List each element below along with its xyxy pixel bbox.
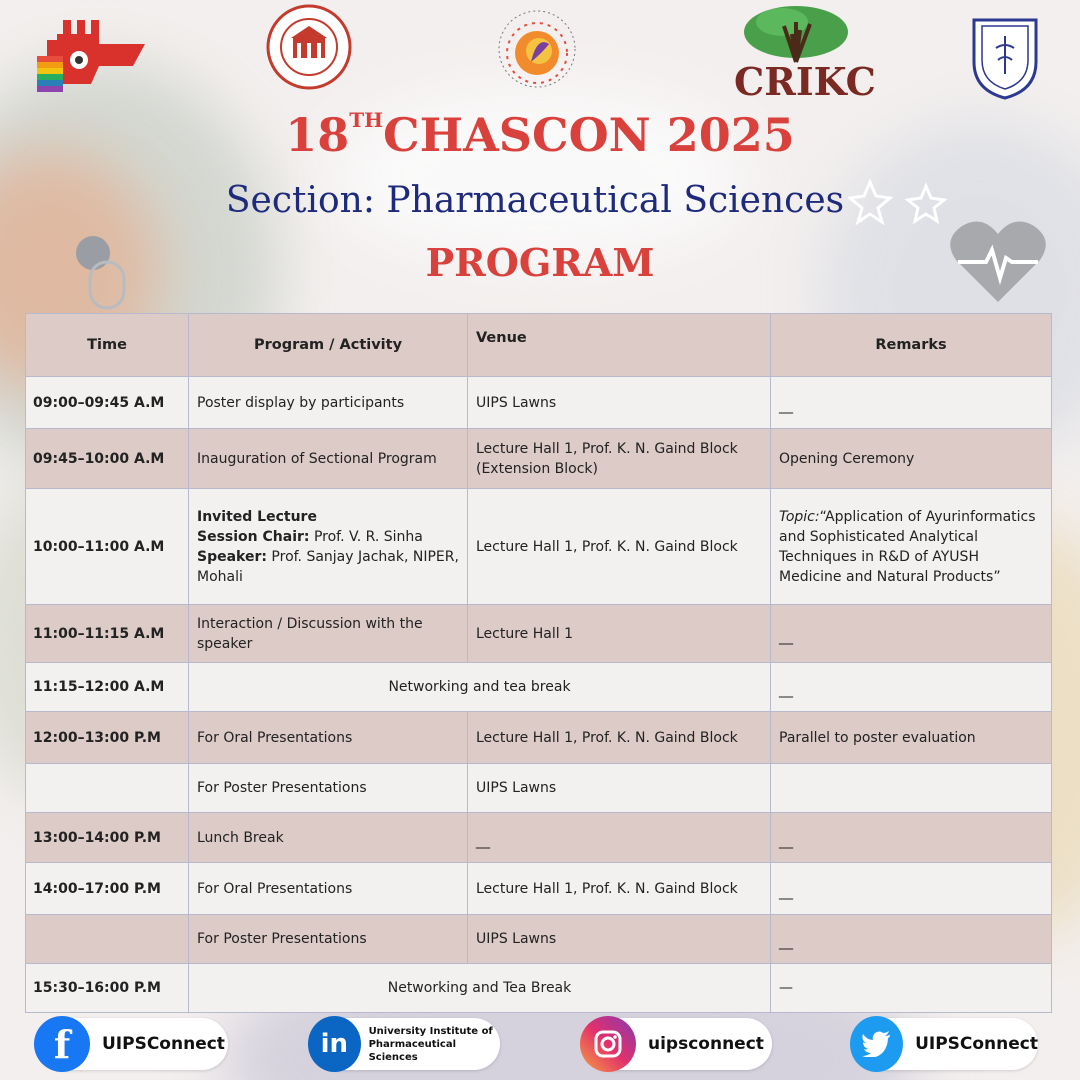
- row-time: 10:00–11:00 A.M: [26, 489, 189, 605]
- section-title: Section: Pharmaceutical Sciences: [225, 180, 845, 221]
- row-remarks: __: [771, 663, 1052, 712]
- table-row: [26, 663, 1052, 712]
- row-remarks: Opening Ceremony: [771, 429, 1052, 489]
- twitter-badge[interactable]: [856, 1018, 1038, 1070]
- row-activity: For Oral Presentations: [189, 863, 468, 915]
- program-table: [25, 313, 1052, 1013]
- row-venue: Lecture Hall 1: [468, 605, 771, 663]
- row-remarks: Parallel to poster evaluation: [771, 712, 1052, 764]
- row-venue: Lecture Hall 1, Prof. K. N. Gaind Block: [468, 712, 771, 764]
- row-activity: Networking and tea break: [189, 663, 771, 712]
- row-venue: UIPS Lawns: [468, 377, 771, 429]
- row-remarks: __: [771, 915, 1052, 964]
- facebook-badge[interactable]: [40, 1018, 228, 1070]
- row-remarks: [771, 764, 1052, 813]
- twitter-handle: UIPSConnect: [915, 1034, 1038, 1054]
- row-venue: UIPS Lawns: [468, 915, 771, 964]
- lecture-title: Invited Lecture: [197, 508, 317, 525]
- facebook-handle: UIPSConnect: [102, 1034, 225, 1054]
- table-header-row: [26, 314, 1052, 377]
- row-remarks: Topic:“Application of Ayurinformatics and Sophisticated Analytical Techniques in R&D of AYUSH Medicine and Natural Products”: [771, 489, 1052, 605]
- row-time: 11:00–11:15 A.M: [26, 605, 189, 663]
- row-remarks: —: [771, 964, 1052, 1013]
- row-activity: Poster display by participants: [189, 377, 468, 429]
- row-remarks: __: [771, 377, 1052, 429]
- row-activity: [189, 489, 468, 605]
- row-time: 12:00–13:00 P.M: [26, 712, 189, 764]
- header-remarks: Remarks: [771, 314, 1052, 377]
- row-time: 09:00–09:45 A.M: [26, 377, 189, 429]
- speaker: Speaker: Prof. Sanjay Jachak, NIPER, Mohali: [197, 548, 459, 585]
- row-activity: Interaction / Discussion with the speaker: [189, 605, 468, 663]
- header-venue: Venue: [468, 314, 771, 377]
- table-row: [26, 964, 1052, 1013]
- table-row: [26, 377, 1052, 429]
- nhem-logo: [487, 6, 587, 92]
- linkedin-icon: in: [308, 1016, 361, 1072]
- row-venue: UIPS Lawns: [468, 764, 771, 813]
- university-crest: [968, 14, 1042, 100]
- linkedin-badge[interactable]: [314, 1018, 500, 1070]
- row-venue: __: [468, 813, 771, 863]
- row-time: 09:45–10:00 A.M: [26, 429, 189, 489]
- table-row: [26, 605, 1052, 663]
- row-activity: For Oral Presentations: [189, 712, 468, 764]
- instagram-badge[interactable]: [586, 1018, 772, 1070]
- row-activity: Inauguration of Sectional Program: [189, 429, 468, 489]
- facebook-icon: f: [34, 1016, 90, 1072]
- row-time: 14:00–17:00 P.M: [26, 863, 189, 915]
- table-row: [26, 489, 1052, 605]
- table-row: [26, 429, 1052, 489]
- row-remarks: __: [771, 813, 1052, 863]
- row-time: 11:15–12:00 A.M: [26, 663, 189, 712]
- crikc-text: CRIKC: [734, 59, 876, 104]
- instagram-handle: uipsconnect: [648, 1034, 764, 1054]
- table-row: [26, 764, 1052, 813]
- program-heading: PROGRAM: [425, 240, 655, 285]
- header-activity: Program / Activity: [189, 314, 468, 377]
- header-time: Time: [26, 314, 189, 377]
- event-title: 18THCHASCON 2025: [285, 108, 795, 162]
- session-chair: Session Chair: Prof. V. R. Sinha: [197, 528, 423, 545]
- table-row: [26, 915, 1052, 964]
- linkedin-handle: University Institute of Pharmaceutical Sciences: [368, 1025, 493, 1063]
- row-activity: Lunch Break: [189, 813, 468, 863]
- row-venue: Lecture Hall 1, Prof. K. N. Gaind Block: [468, 863, 771, 915]
- panjab-university-seal: [266, 4, 352, 90]
- chascon-hand-logo: [33, 14, 148, 92]
- row-time: 13:00–14:00 P.M: [26, 813, 189, 863]
- row-time: 15:30–16:00 P.M: [26, 964, 189, 1013]
- row-activity: Networking and Tea Break: [189, 964, 771, 1013]
- row-venue: Lecture Hall 1, Prof. K. N. Gaind Block: [468, 489, 771, 605]
- row-time: [26, 764, 189, 813]
- crikc-logo: [734, 4, 876, 104]
- table-row: [26, 712, 1052, 764]
- row-remarks: __: [771, 605, 1052, 663]
- row-time: [26, 915, 189, 964]
- instagram-icon: [580, 1016, 636, 1072]
- row-venue: Lecture Hall 1, Prof. K. N. Gaind Block (Extension Block): [468, 429, 771, 489]
- table-row: [26, 813, 1052, 863]
- row-activity: For Poster Presentations: [189, 915, 468, 964]
- table-row: [26, 863, 1052, 915]
- row-activity: For Poster Presentations: [189, 764, 468, 813]
- row-remarks: __: [771, 863, 1052, 915]
- twitter-icon: [850, 1016, 903, 1072]
